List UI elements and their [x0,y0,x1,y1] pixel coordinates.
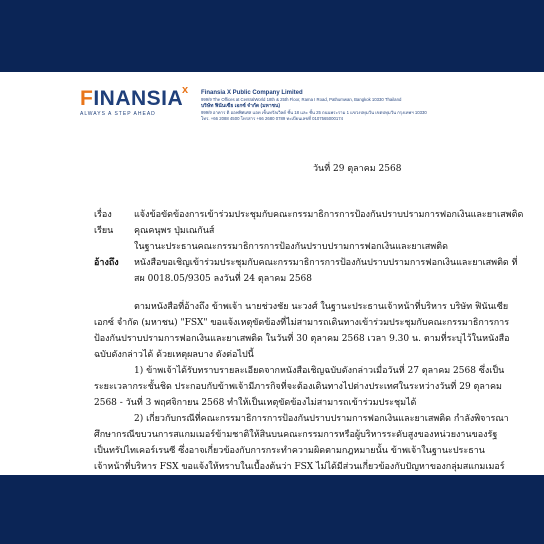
body-line: ป้องกันปราบปรามการฟอกเงินและยาเสพติด ในวันที่ 30 ตุลาคม 2568 เวลา 9.30 น. ตามที่ระบุไว้ในหนังสือ [94,334,510,344]
body-line: เป็นทรัปไทเคอร์เรนซี ซึ่งอาจเกี่ยวข้องกับการกระทำความผิดตามกฎหมายนั้น ข้าพเจ้าในฐานะประธาน [94,446,485,456]
letter-page [0,72,544,475]
body-line: เจ้าหน้าที่บริหาร FSX ขอแจ้งให้ทราบในเบื้องต้นว่า FSX ไม่ได้มีส่วนเกี่ยวข้องกับปัญหาของกลุ่มสแกมเมอร์ [94,462,505,472]
body-line: 2568 - วันที่ 3 พฤศจิกายน 2568 ทำให้เป็นเหตุขัดข้องไม่สามารถเข้าร่วมประชุมได้ [94,398,417,408]
body-line: ระยะเวลากระชั้นชิด ประกอบกับข้าพเจ้ามีภารกิจที่จะต้องเดินทางไปต่างประเทศในระหว่างวันที่ 29 ตุลาคม [94,382,502,392]
reference-line-2: สผ 0018.05/9305 ลงวันที่ 24 ตุลาคม 2568 [134,274,312,284]
body-line: 1) ข้าพเจ้าได้รับทราบรายละเอียดจากหนังสือเชิญฉบับดังกล่าวเมื่อวันที่ 27 ตุลาคม 2568 ซึ่งเป็น [134,366,505,376]
reference-line-1: หนังสือขอเชิญเข้าร่วมประชุมกับคณะกรรมาธิการการป้องกันปราบปรามการฟอกเงินและยาเสพติด ที่ [134,258,518,268]
finansia-logo [80,84,189,117]
company-name-en: Finansia X Public Company Limited [201,90,303,96]
reference-label: อ้างถึง [94,258,119,268]
logo-tagline: ALWAYS A STEP AHEAD [80,111,156,117]
recipient-title: ในฐานะประธานคณะกรรมาธิการการป้องกันปราบปรามการฟอกเงินและยาเสพติด [134,242,448,252]
recipient-label: เรียน [94,226,114,236]
subject-label: เรื่อง [94,210,112,220]
subject-text: แจ้งข้อขัดข้องการเข้าร่วมประชุมกับคณะกรรมาธิการการป้องกันปราบปรามการฟอกเงินและยาเสพติด [134,210,524,220]
body-line: 2) เกี่ยวกับกรณีที่คณะกรรมาธิการการป้องกันปราบปรามการฟอกเงินและยาเสพติด กำลังพิจารณา [134,414,509,424]
company-name-th: บริษัท ฟินันเซีย เอกซ์ จำกัด (มหาชน) [201,103,281,110]
bottom-border-band [0,475,544,544]
body-line: เอกซ์ จำกัด (มหาชน) "FSX" ขอแจ้งเหตุขัดข้องที่ไม่สามารถเดินทางเข้าร่วมประชุมกับคณะกรรมาธิการการ [94,318,510,328]
company-contact: โทร. +66 2088 4500 โทรสาร +66 2680 0789 ทะเบียนเลขที่ 0107565000174 [201,116,344,122]
body-line: ตามหนังสือที่อ้างถึง ข้าพเจ้า นายช่วงชัย นะวงศ์ ในฐานะประธานเจ้าหน้าที่บริหาร บริษัท ฟินันเซีย [134,302,509,312]
letter-date: วันที่ 29 ตุลาคม 2568 [313,164,402,174]
company-letterhead [201,89,433,123]
company-address-en: 999/9 The Offices at CentralWorld 18th & 25th Floor, Rama I Road, Pathumwan, Bangkok 10330 Thailand [201,97,402,102]
top-border-band [0,0,544,72]
logo-wordmark: FINANSIA [80,87,184,110]
body-line: ศึกษากรณีขบวนการสแกมเมอร์ข้ามชาติให้สินบนคณะกรรมการหรือผู้บริหารระดับสูงของหน่วยงานของรัฐ [94,430,498,440]
recipient-name: คุณคนุพร ปุ่มเณกันส์ [134,226,215,236]
body-line: ฉบับดังกล่าวได้ ด้วยเหตุผลบาง ดังต่อไปนี้ [94,350,254,360]
company-address-th: 999/9 อาคาร ดิ ออฟฟิศเศส แอท เซ็นทรัลเวิลด์ ชั้น 18 และ ชั้น 25 ถนนพระราม 1 แขวงปทุมวัน เขตปทุมวัน กรุงเทพฯ 10330 [201,110,427,116]
logo-x-mark: x [182,84,189,96]
